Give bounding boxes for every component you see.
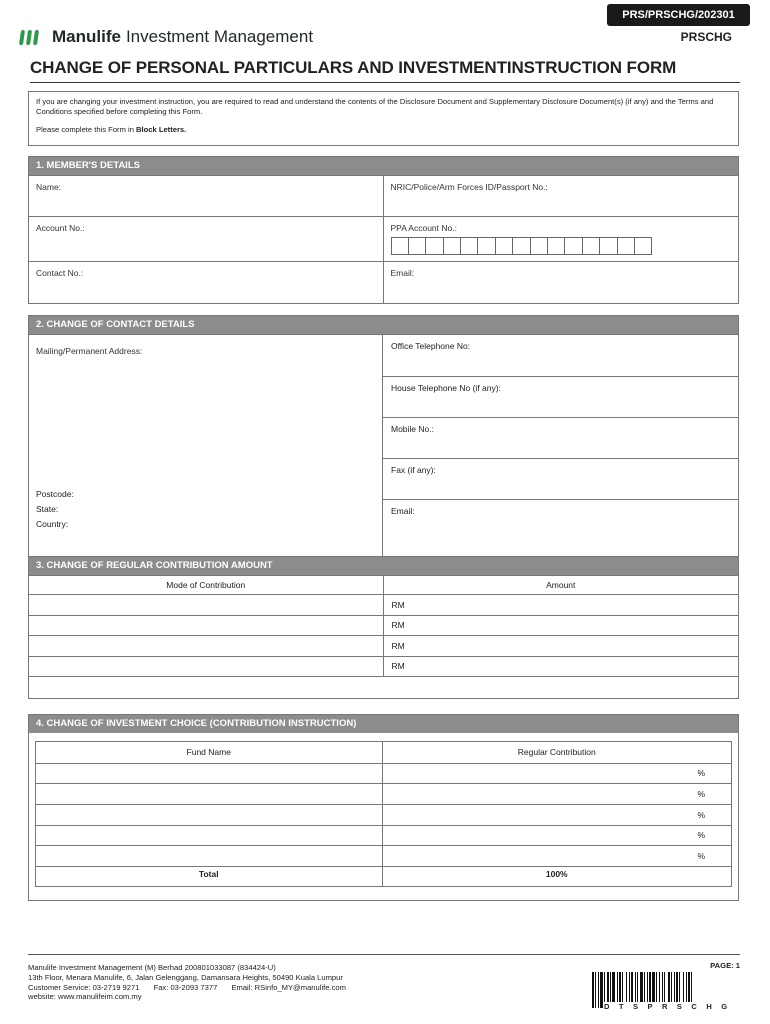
footer-fax: Fax: 03-2093 7377 — [153, 982, 218, 992]
ppa-account-field — [383, 217, 738, 262]
percentage-cell[interactable]: % — [382, 784, 731, 805]
address-label: Mailing/Permanent Address: — [36, 346, 143, 356]
country-label: Country: — [36, 519, 69, 529]
account-no-label: Account No.: — [36, 223, 85, 233]
barcode-text: DTSPRSCHG — [604, 1002, 737, 1011]
ppa-digit-box[interactable] — [425, 237, 443, 255]
nric-label: NRIC/Police/Arm Forces ID/Passport No.: — [390, 182, 548, 192]
form-title: CHANGE OF PERSONAL PARTICULARS AND INVESTMENTINSTRUCTION FORM — [30, 58, 740, 83]
blank-row — [29, 677, 738, 698]
form-code: PRSCHG — [680, 30, 732, 44]
fund-name-cell[interactable] — [36, 804, 382, 825]
ppa-account-boxes[interactable] — [391, 237, 732, 255]
contribution-header: 3. CHANGE OF REGULAR CONTRIBUTION AMOUNT — [29, 557, 738, 575]
state-label: State: — [36, 504, 59, 514]
investment-table-wrapper — [35, 741, 732, 887]
ppa-digit-box[interactable] — [599, 237, 617, 255]
intro-instruction-text: Please complete this Form in — [36, 125, 137, 134]
footer-address: 13th Floor, Menara Manulife, 6, Jalan Gelenggang, Damansara Heights, 50490 Kuala Lumpur — [28, 972, 343, 982]
contact-email-field[interactable] — [383, 499, 738, 538]
intro-box — [28, 91, 739, 146]
amount-column-header: Amount — [383, 576, 738, 595]
account-no-field[interactable] — [29, 217, 383, 262]
manulife-logo-icon — [20, 30, 38, 45]
nric-field[interactable] — [383, 176, 738, 217]
contact-details-section — [28, 315, 739, 557]
members-details-section — [28, 156, 739, 304]
intro-instruction — [36, 125, 731, 135]
address-field[interactable] — [29, 335, 383, 556]
ppa-digit-box[interactable] — [617, 237, 635, 255]
ppa-digit-box[interactable] — [443, 237, 461, 255]
manulife-logo — [20, 26, 313, 48]
name-field[interactable] — [29, 176, 383, 217]
regular-contribution-column-header: Regular Contribution — [382, 742, 731, 763]
investment-table — [36, 742, 731, 886]
office-telephone-field[interactable] — [383, 335, 738, 376]
mode-cell[interactable] — [29, 636, 383, 657]
fund-name-cell[interactable] — [36, 784, 382, 805]
document-code-badge: PRS/PRSCHG/202301 — [607, 4, 750, 26]
ppa-digit-box[interactable] — [512, 237, 530, 255]
ppa-digit-box[interactable] — [477, 237, 495, 255]
house-telephone-label: House Telephone No (if any): — [391, 383, 501, 393]
members-details-table — [29, 175, 738, 303]
mobile-field[interactable] — [383, 417, 738, 458]
footer-email: Email: RSinfo_MY@manulife.com — [231, 982, 346, 992]
member-email-label: Email: — [390, 268, 415, 278]
ppa-digit-box[interactable] — [582, 237, 600, 255]
footer-company: Manulife Investment Management (M) Berhad 200801033087 (834424-U) — [28, 963, 276, 972]
contact-details-header: 2. CHANGE OF CONTACT DETAILS — [29, 316, 738, 334]
percentage-cell[interactable]: % — [382, 825, 731, 846]
mode-column-header: Mode of Contribution — [29, 576, 383, 595]
footer-service: Customer Service: 03-2719 9271 — [28, 982, 140, 992]
brand-subtitle: Investment Management — [125, 27, 314, 46]
fund-name-cell[interactable] — [36, 846, 382, 867]
ppa-digit-box[interactable] — [564, 237, 582, 255]
house-telephone-field[interactable] — [383, 376, 738, 417]
percentage-cell[interactable]: % — [382, 846, 731, 867]
percentage-cell[interactable]: % — [382, 763, 731, 784]
investment-choice-header: 4. CHANGE OF INVESTMENT CHOICE (CONTRIBUTION INSTRUCTION) — [29, 715, 738, 733]
fund-name-cell[interactable] — [36, 763, 382, 784]
mobile-label: Mobile No.: — [391, 424, 434, 434]
contact-no-field[interactable] — [29, 262, 383, 303]
name-label: Name: — [36, 182, 62, 192]
ppa-digit-box[interactable] — [495, 237, 513, 255]
intro-text: If you are changing your investment instruction, you are required to read and understand the contents of the Disclosure Document and Supplementary Disclosure Document(s) (if any) and the Terms and Conditions specified before completing this Form. — [36, 97, 714, 116]
contribution-table — [29, 575, 738, 698]
ppa-digit-box[interactable] — [530, 237, 548, 255]
contact-details-grid — [29, 334, 738, 556]
postcode-label: Postcode: — [36, 489, 74, 499]
percentage-cell[interactable]: % — [382, 804, 731, 825]
contact-email-label: Email: — [391, 506, 415, 516]
ppa-digit-box[interactable] — [634, 237, 652, 255]
fax-label: Fax (if any): — [391, 465, 436, 475]
fax-field[interactable] — [383, 458, 738, 499]
ppa-digit-box[interactable] — [547, 237, 565, 255]
total-value: 100% — [382, 866, 731, 886]
ppa-account-label: PPA Account No.: — [390, 223, 457, 233]
ppa-digit-box[interactable] — [391, 237, 409, 255]
mode-cell[interactable] — [29, 595, 383, 616]
member-email-field[interactable] — [383, 262, 738, 303]
footer-website: website: www.manulifeim.com.my — [28, 992, 142, 1002]
contribution-section — [28, 556, 739, 699]
amount-cell[interactable]: RM — [383, 636, 738, 657]
footer-contacts — [28, 983, 346, 993]
members-details-header: 1. MEMBER'S DETAILS — [29, 157, 738, 175]
ppa-digit-box[interactable] — [460, 237, 478, 255]
amount-cell[interactable]: RM — [383, 656, 738, 677]
fund-name-column-header: Fund Name — [186, 747, 231, 758]
contact-no-label: Contact No.: — [36, 268, 84, 278]
fund-name-cell[interactable] — [36, 825, 382, 846]
amount-cell[interactable]: RM — [383, 595, 738, 616]
mode-cell[interactable] — [29, 656, 383, 677]
footer-info — [28, 963, 346, 1002]
investment-choice-section — [28, 714, 739, 901]
mode-cell[interactable] — [29, 615, 383, 636]
brand-name: Manulife — [52, 27, 121, 46]
amount-cell[interactable]: RM — [383, 615, 738, 636]
footer-divider — [28, 954, 740, 955]
office-telephone-label: Office Telephone No: — [391, 341, 471, 351]
total-label: Total — [36, 866, 382, 886]
contact-numbers-column — [383, 335, 738, 556]
intro-instruction-bold: Block Letters. — [136, 125, 187, 134]
page-number: PAGE: 1 — [710, 961, 740, 970]
ppa-digit-box[interactable] — [408, 237, 426, 255]
